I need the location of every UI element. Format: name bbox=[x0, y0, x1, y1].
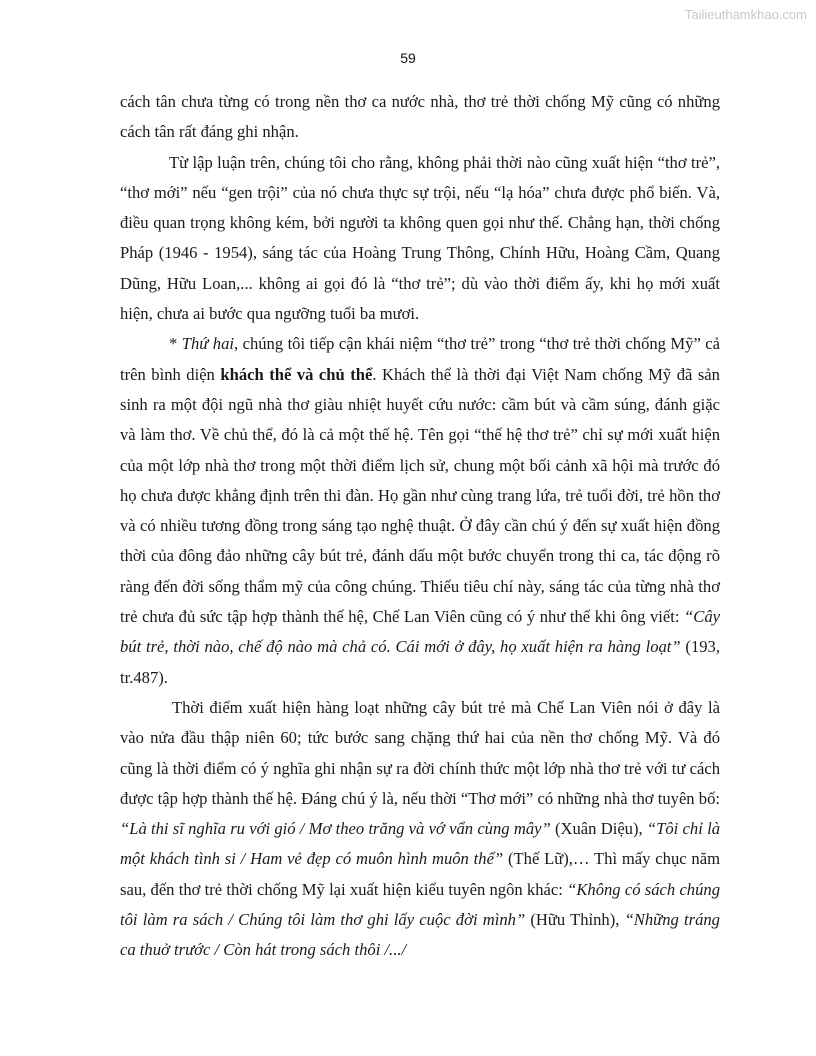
paragraph-1: cách tân chưa từng có trong nền thơ ca nước nhà, thơ trẻ thời chống Mỹ cũng có những cách tân rất đáng ghi nhận. bbox=[120, 92, 720, 142]
paragraph-3-text-2: . Khách thể là thời đại Việt Nam chống Mỹ đã sản sinh ra một đội ngũ nhà thơ giàu nhiệt huyết cứu nước: cầm bút và cầm súng, đánh giặc và làm thơ. Về chủ thể, đó là cả một thế hệ. Tên gọi “thế hệ thơ trẻ” chỉ sự mới xuất hiện của một lớp nhà thơ trong một thời điểm lịch sử, chung một bối cảnh xã hội mà trước đó họ chưa được khẳng định trên thi đàn. Họ gần như cùng trang lứa, trẻ tuổi đời, trẻ hồn thơ và có nhiều tương đồng trong sáng tạo nghệ thuật. Ở đây cần chú ý đến sự xuất hiện đồng thời của đông đảo những cây bút trẻ, đánh dấu một bước chuyển trong thi ca, tác động rõ ràng đến đời sống thẩm mỹ của công chúng. Thiếu tiêu chí này, sáng tác của từng nhà thơ trẻ chưa đủ sức tập hợp thành thế hệ, Chế Lan Viên cũng có ý như thế khi ông viết: bbox=[120, 364, 720, 627]
page-number: 59 bbox=[400, 50, 416, 66]
paragraph-3-text-1: , chúng tôi tiếp cận khái niệm “thơ trẻ” trong “thơ trẻ thời chống Mỹ” cả trên bình diện bbox=[120, 334, 720, 384]
paragraph-4 bbox=[120, 693, 720, 966]
document-body bbox=[120, 87, 720, 966]
quote-trang-ca: “Những tráng ca thuở trước / Còn hát trong sách thôi /.../ bbox=[120, 910, 720, 960]
paragraph-4-text-3: (Thế Lữ),… Thì mấy chục năm sau, đến thơ trẻ thời chống Mỹ lại xuất hiện kiểu tuyên ngôn khác: bbox=[120, 849, 720, 899]
paragraph-2: Từ lập luận trên, chúng tôi cho rằng, không phải thời nào cũng xuất hiện “thơ trẻ”, “thơ mới” nếu “gen trội” của nó chưa thực sự trội, nếu “lạ hóa” chưa được phổ biến. Và, điều quan trọng không kém, bởi người ta không quen gọi như thế. Chẳng hạn, thời chống Pháp (1946 - 1954), sáng tác của Hoàng Trung Thông, Chính Hữu, Hoàng Cầm, Quang Dũng, Hữu Loan,... không ai gọi đó là “thơ trẻ”; dù vào thời điểm ấy, khi họ mới xuất hiện, chưa ai bước qua ngưỡng tuổi ba mươi. bbox=[120, 152, 720, 324]
quote-huu-thinh: “Không có sách chúng tôi làm ra sách / Chúng tôi làm thơ ghi lấy cuộc đời mình” bbox=[120, 879, 720, 930]
italic-lead: Thứ hai bbox=[181, 334, 234, 354]
bold-term: khách thể và chủ thể bbox=[220, 364, 373, 384]
paragraph-3-citation: (193, tr.487). bbox=[120, 637, 720, 687]
paragraph-4-text-4: (Hữu Thỉnh), bbox=[525, 910, 625, 930]
paragraph-4-text-1: Thời điểm xuất hiện hàng loạt những cây bút trẻ mà Chế Lan Viên nói ở đây là vào nửa đầu thập niên 60; tức bước sang chặng thứ hai của nền thơ chống Mỹ. Và đó cũng là thời điểm có ý nghĩa ghi nhận sự ra đời chính thức một lớp nhà thơ trẻ với tư cách được tập hợp thành thế hệ. Đáng chú ý là, nếu thời “Thơ mới” có những nhà thơ tuyên bố: bbox=[120, 697, 720, 808]
quote-xuan-dieu: “Là thi sĩ nghĩa ru với gió / Mơ theo trăng và vớ vẩn cùng mây” bbox=[120, 819, 551, 839]
paragraph-3 bbox=[120, 329, 720, 693]
bullet-prefix: * bbox=[169, 334, 182, 354]
quote-the-lu: “Tôi chỉ là một khách tình si / Ham vẻ đẹp có muôn hình muôn thể” bbox=[120, 819, 720, 869]
quote-che-lan-vien: “Cây bút trẻ, thời nào, chế độ nào mà chả có. Cái mới ở đây, họ xuất hiện ra hàng loạt” bbox=[120, 607, 720, 657]
paragraph-4-text-2: (Xuân Diệu), bbox=[550, 819, 647, 839]
watermark: Tailieuthamkhao.com bbox=[684, 7, 807, 22]
